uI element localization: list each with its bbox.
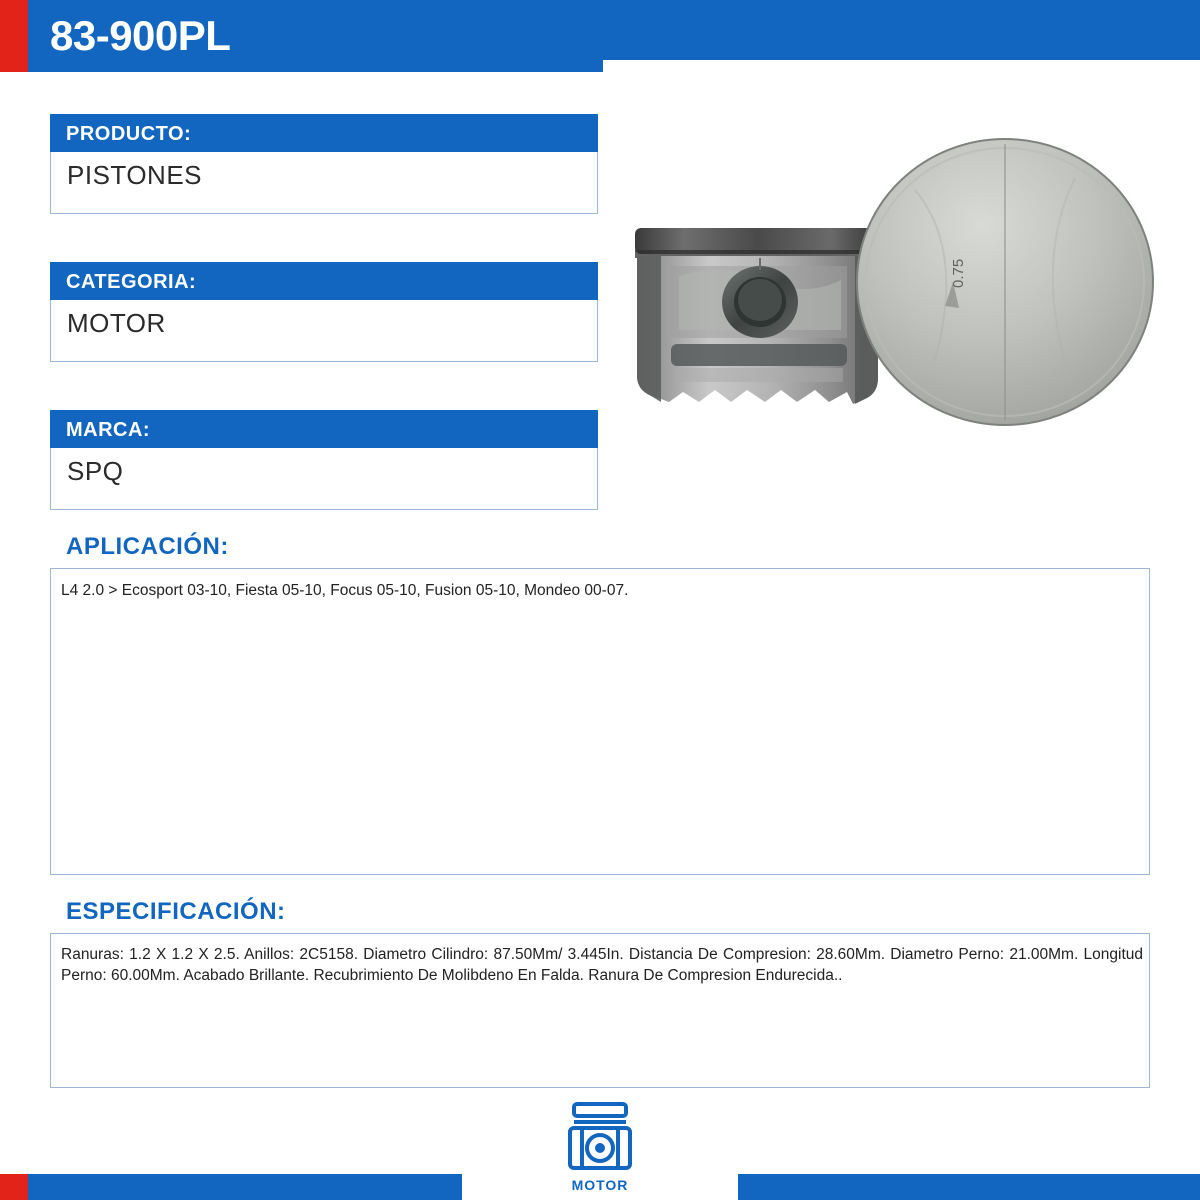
piston-crown-view [857, 139, 1153, 425]
footer-category-label: MOTOR [571, 1177, 629, 1193]
piston-icon [556, 1100, 644, 1170]
crown-marking: 0.75 [950, 258, 967, 288]
field-marca [50, 410, 598, 510]
header-blue-band-right [600, 0, 1200, 60]
field-categoria [50, 262, 598, 362]
aplicacion-box [50, 568, 1150, 875]
header-bar [0, 0, 1200, 72]
field-marca-label: MARCA: [50, 410, 598, 448]
piston-side-view [635, 228, 880, 404]
field-categoria-label: CATEGORIA: [50, 262, 598, 300]
field-producto-label: PRODUCTO: [50, 114, 598, 152]
product-image [615, 130, 1175, 430]
aplicacion-title: APLICACIÓN: [66, 533, 229, 560]
especificacion-text: Ranuras: 1.2 X 1.2 X 2.5. Anillos: 2C5158. Diametro Cilindro: 87.50Mm/ 3.445In. Distancia De Compresion: 28.60Mm. Diametro Perno: 21.00Mm. Longitud Perno: 60.00Mm. Acabado Brillante. Recubrimiento De Molibdeno En Falda. Ranura De Compresion Endurecida.. [61, 946, 1143, 984]
aplicacion-text: L4 2.0 > Ecosport 03-10, Fiesta 05-10, Focus 05-10, Fusion 05-10, Mondeo 00-07. [61, 582, 629, 599]
page-title: 83-900PL [50, 12, 231, 59]
field-categoria-value: MOTOR [50, 300, 598, 362]
footer-blue-band-right [738, 1174, 1200, 1200]
footer-red-accent [0, 1174, 28, 1200]
footer-category-badge [556, 1100, 644, 1192]
header-red-accent [0, 0, 28, 72]
piston-photo-svg [615, 130, 1175, 430]
footer-blue-band-left [28, 1174, 462, 1200]
field-producto [50, 114, 598, 214]
field-producto-value: PISTONES [50, 152, 598, 214]
especificacion-title: ESPECIFICACIÓN: [66, 898, 286, 925]
field-marca-value: SPQ [50, 448, 598, 510]
